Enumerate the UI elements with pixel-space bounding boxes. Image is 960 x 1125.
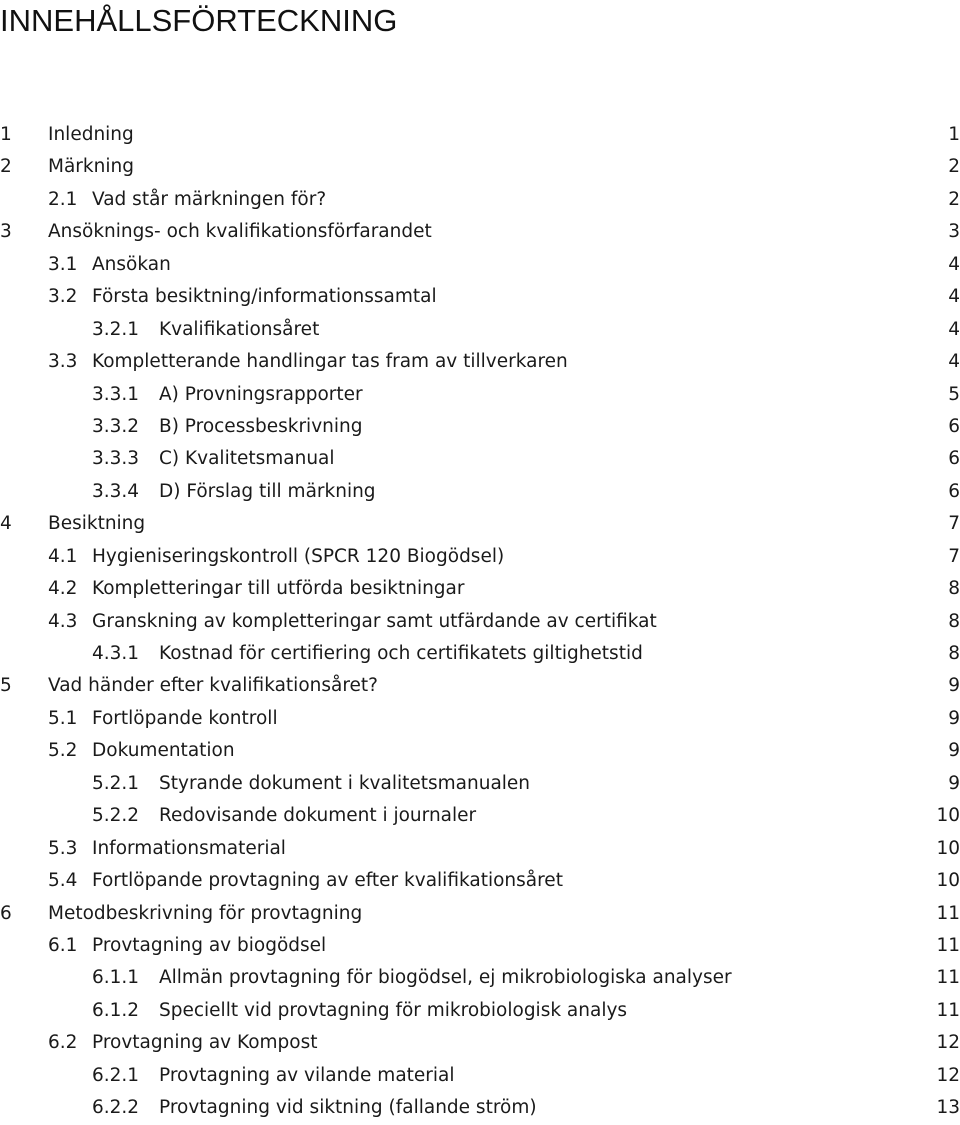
toc-entry-page: 12 — [936, 1032, 960, 1054]
toc-entry-number: 5.2.2 — [92, 805, 140, 827]
toc-entry-number: 4 — [0, 513, 12, 535]
toc-entry-page: 11 — [936, 967, 960, 989]
toc-entry[interactable] — [0, 151, 960, 183]
toc-entry-title: Provtagning av vilande material — [159, 1064, 455, 1086]
toc-entry-page: 9 — [948, 772, 960, 794]
toc-entry-number: 4.1 — [48, 545, 78, 567]
toc-entry-page: 3 — [948, 221, 960, 243]
toc-entry-page: 7 — [948, 545, 960, 567]
toc-entry-title: Vad händer efter kvalifikationsåret? — [48, 675, 378, 697]
toc-entry-number: 5.1 — [48, 707, 78, 729]
toc-entry-number: 3.2.1 — [92, 318, 140, 340]
toc-entry-number: 5 — [0, 675, 12, 697]
toc-entry-page: 10 — [936, 805, 960, 827]
toc-entry-number: 5.2.1 — [92, 772, 140, 794]
toc-entry-title: Hygieniseringskontroll (SPCR 120 Biogödsel) — [92, 545, 505, 567]
toc-entry-number: 3.3.4 — [92, 480, 140, 502]
toc-entry[interactable] — [0, 962, 960, 994]
toc-entry-number: 6.2.1 — [92, 1064, 140, 1086]
toc-entry-number: 4.3 — [48, 610, 78, 632]
toc-entry-number: 5.3 — [48, 837, 78, 859]
toc-entry-page: 13 — [936, 1097, 960, 1119]
toc-entry-title: Kvalifikationsåret — [159, 318, 320, 340]
toc-entry[interactable] — [0, 1027, 960, 1059]
toc-entry-page: 2 — [948, 156, 960, 178]
toc-entry-page: 8 — [948, 578, 960, 600]
toc-entry-title: D) Förslag till märkning — [159, 480, 376, 502]
toc-entry-number: 6.1.2 — [92, 999, 140, 1021]
toc-entry-page: 9 — [948, 707, 960, 729]
toc-entry[interactable] — [0, 865, 960, 897]
toc-entry-page: 11 — [936, 934, 960, 956]
toc-entry-number: 6 — [0, 902, 12, 924]
toc-entry[interactable] — [0, 1092, 960, 1124]
toc-entry-number: 6.2 — [48, 1032, 78, 1054]
toc-entry-title: Kompletterande handlingar tas fram av tillverkaren — [92, 351, 568, 373]
toc-entry-page: 8 — [948, 610, 960, 632]
toc-entry-page: 7 — [948, 513, 960, 535]
toc-entry-title: Allmän provtagning för biogödsel, ej mikrobiologiska analyser — [159, 967, 732, 989]
toc-entry-page: 1 — [948, 124, 960, 145]
toc-entry-page: 8 — [948, 643, 960, 664]
toc-entry-page: 11 — [936, 999, 960, 1021]
toc-entry-title: Granskning av kompletteringar samt utfärdande av certifikat — [92, 610, 657, 632]
toc-entry-title: Vad står märkningen för? — [92, 188, 327, 210]
toc-entry[interactable] — [0, 995, 960, 1027]
toc-entry[interactable] — [0, 670, 960, 702]
toc-entry-number: 6.1.1 — [92, 967, 140, 989]
toc-entry-number: 2 — [0, 156, 12, 178]
toc-entry-number: 4.3.1 — [92, 643, 140, 664]
toc-entry-number: 3.3 — [48, 351, 78, 373]
toc-entry-title: Fortlöpande kontroll — [92, 707, 278, 729]
toc-entry-page: 6 — [948, 415, 960, 437]
toc-entry[interactable] — [0, 703, 960, 735]
toc-entry-page: 10 — [936, 870, 960, 892]
toc-entry[interactable] — [0, 606, 960, 638]
toc-entry-title: B) Processbeskrivning — [159, 415, 363, 437]
toc-entry[interactable] — [0, 541, 960, 573]
toc-entry[interactable] — [0, 346, 960, 378]
toc-entry[interactable] — [0, 768, 960, 800]
toc-entry-title: Informationsmaterial — [92, 837, 286, 859]
toc-entry-page: 11 — [936, 902, 960, 924]
toc-entry[interactable] — [0, 735, 960, 767]
toc-entry[interactable] — [0, 379, 960, 411]
toc-entry[interactable] — [0, 1060, 960, 1092]
toc-entry-number: 3.3.2 — [92, 415, 140, 437]
toc-entry-number: 6.1 — [48, 934, 78, 956]
toc-entry-number: 3.2 — [48, 286, 78, 308]
toc-entry-title: Provtagning vid siktning (fallande ström) — [159, 1097, 537, 1119]
toc-entry-page: 4 — [948, 286, 960, 308]
toc-entry-number: 6.2.2 — [92, 1097, 140, 1119]
toc-entry-title: Kompletteringar till utförda besiktningar — [92, 578, 465, 600]
toc-entry[interactable] — [0, 314, 960, 346]
toc-entry[interactable] — [0, 443, 960, 475]
toc-entry-title: C) Kvalitetsmanual — [159, 448, 335, 470]
toc-entry-number: 3 — [0, 221, 12, 243]
toc-entry-page: 10 — [936, 837, 960, 859]
toc-entry-number: 4.2 — [48, 578, 78, 600]
toc-entry[interactable] — [0, 281, 960, 313]
toc-entry-number: 3.1 — [48, 253, 78, 275]
toc-entry-number: 2.1 — [48, 188, 78, 210]
toc-entry-page: 2 — [948, 188, 960, 210]
toc-entry-page: 4 — [948, 253, 960, 275]
toc-entry[interactable] — [0, 638, 960, 670]
toc-entry[interactable] — [0, 573, 960, 605]
toc-entry-title: Dokumentation — [92, 740, 235, 762]
toc-entry-title: Styrande dokument i kvalitetsmanualen — [159, 772, 531, 794]
toc-entry-title: Metodbeskrivning för provtagning — [48, 902, 363, 924]
toc-entry-page: 12 — [936, 1064, 960, 1086]
toc-entry-page: 9 — [948, 740, 960, 762]
toc-entry-number: 3.3.3 — [92, 448, 140, 470]
toc-entry-title: Inledning — [48, 124, 134, 145]
toc-entry-title: Märkning — [48, 156, 134, 178]
toc-entry[interactable] — [0, 833, 960, 865]
toc-entry-number: 5.2 — [48, 740, 78, 762]
toc-entry[interactable] — [0, 119, 960, 151]
toc-entry[interactable] — [0, 216, 960, 248]
toc-entry-title: Kostnad för certifiering och certifikatets giltighetstid — [159, 643, 643, 664]
toc-entry[interactable] — [0, 411, 960, 443]
toc-entry-title: Besiktning — [48, 513, 146, 535]
toc-entry[interactable] — [0, 508, 960, 540]
toc-entry-number: 5.4 — [48, 870, 78, 892]
toc-entry[interactable] — [0, 249, 960, 281]
toc-entry-page: 5 — [948, 383, 960, 405]
toc-entry[interactable] — [0, 930, 960, 962]
toc-entry[interactable] — [0, 898, 960, 930]
toc-entry-page: 6 — [948, 448, 960, 470]
toc-entry-title: Provtagning av biogödsel — [92, 934, 327, 956]
toc-entry-title: Redovisande dokument i journaler — [159, 805, 477, 827]
page-title: INNEHÅLLSFÖRTECKNING — [0, 3, 398, 38]
toc-entry[interactable] — [0, 476, 960, 508]
table-of-contents — [0, 119, 960, 1125]
toc-entry-title: Ansöknings- och kvalifikationsförfarandet — [48, 221, 432, 243]
toc-entry-page: 6 — [948, 480, 960, 502]
toc-entry-title: Fortlöpande provtagning av efter kvalifikationsåret — [92, 870, 563, 892]
toc-entry[interactable] — [0, 800, 960, 832]
toc-entry-page: 9 — [948, 675, 960, 697]
toc-entry-number: 1 — [0, 124, 12, 145]
toc-entry-number: 3.3.1 — [92, 383, 140, 405]
toc-entry-title: Första besiktning/informationssamtal — [92, 286, 437, 308]
toc-entry-title: Ansökan — [92, 253, 171, 275]
toc-entry-title: Speciellt vid provtagning för mikrobiologisk analys — [159, 999, 628, 1021]
toc-entry-page: 4 — [948, 318, 960, 340]
toc-entry-page: 4 — [948, 351, 960, 373]
toc-entry-title: A) Provningsrapporter — [159, 383, 363, 405]
toc-entry[interactable] — [0, 184, 960, 216]
toc-entry-title: Provtagning av Kompost — [92, 1032, 318, 1054]
